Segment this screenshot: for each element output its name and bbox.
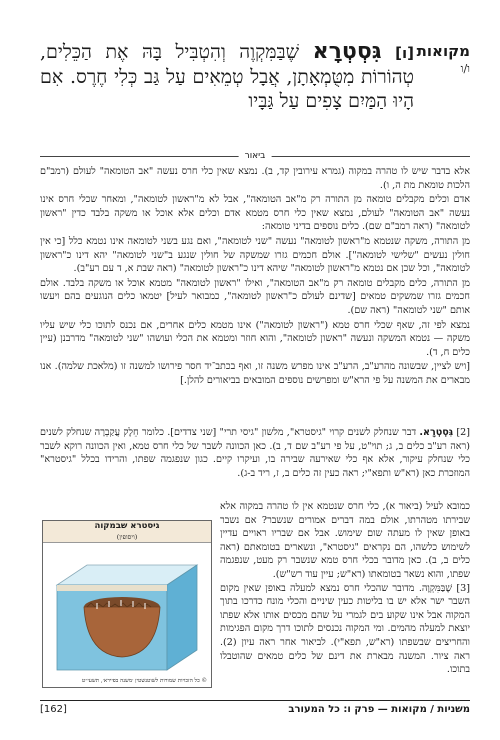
mishna-header — [40, 40, 470, 140]
illustration-credit: © כל הזכויות שמורות לשוטנשטין ׳משנה בפיירא׳, תשעי״ט — [81, 678, 207, 684]
illustration-title: גיסטרא שבמקוה — [94, 521, 160, 531]
illustration — [42, 520, 212, 688]
commentary-paragraph: כמובא לעיל (ביאור א), כלי חרס שנטמא אין לו טהרה במקוה אלא שבירתו מטהרתו, אולם במה דברים אמורים שנשבר? אם נשבר באופן שאין לו מעתה שום שימוש. אבל אם שבריו ראויים עדיין לשימוש כלשהו, הם נקראים "גיסטרא", ונשארים בטומאתם (ראה כלים ב, ב). כאן מדובר בכלי חרס טמא שנשבר רק מעט, שנפגמה שפתו, והוא נשאר בטומאתו (רא"ש; עיין עוד רש"ש). — [220, 501, 470, 580]
mishna-reference: ו/ו — [460, 62, 470, 75]
commentary-paragraph: מן התורה, כלים מקבלים טומאה רק מ"אב הטומאה", ואילו "ראשון לטומאה" מטמא אוכל או משקה בלבד. אולם חכמים גזרו שמשקים טמאים [שדינם לעולם כ"ראשון לטומאה", כמבואר לעיל] יטמאו כלים הנוגעים בהם ויעשו אותם "שני לטומאה" (ראה שם). — [40, 277, 470, 316]
commentary-paragraph: אדם וכלים מקבלים טומאה מן התורה רק מ"אב הטומאה", אבל לא מ"ראשון לטומאה", ומאחר שכלי חרס אינו נעשה "אב הטומאה" לעולם, נמצא שאין כלי חרס מטמא אדם וכלים אלא אוכל או משקה בלבד כדין "ראשון לטומאה" (ראה רמב"ם שם). כלים נוספים בדיני טומאה: — [40, 194, 470, 233]
mishna-body: שֶׁבַּמִּקְוֶה וְהִטְבִּיל בָּהּ אֶת הַכֵּלִים, טְהוֹרוֹת מִטֻּמְאָתָן, אֲבָל טְמֵאִים עַל גַּב כְּלִי חֶרֶס. אִם הָיוּ הַמַּיִם צָפִים עַל גַּבָּיו — [40, 41, 414, 112]
mishna-text — [40, 40, 414, 113]
commentary-paragraph: נמצא לפי זה, שאף שכלי חרס טמא ("ראשון לטומאה") אינו מטמא כלים אחרים, אם נכנס לתוכו כלי שיש עליו משקה — נטמא המשקה ונעשה "ראשון לטומאה", והוא חוזר ומטמא את הכלי ועושהו "שני לטומאה" מדרבנן (עיין כלים ח, ד). — [40, 319, 470, 358]
note-2 — [40, 426, 470, 480]
note-lead: גִּסְטְרָא. — [419, 427, 454, 438]
side-label — [416, 42, 470, 75]
running-header: משניות / מקואות — פרק ו: כל המעורב — [288, 704, 470, 715]
commentary-divider — [40, 150, 470, 162]
tractate-name: מקואות — [416, 42, 470, 60]
commentary-paragraph: [ויש לציין, שבשונה מהרע"ב, הרע"ב אינו מפרש משנה זו, ואף בכתב־יד חסר פירושו למשנה זו (מלאכת שלמה). אנו מבארים את המשנה על פי הרא"ש ומפרשים נוספים המובאים בביאורים להלן.] — [40, 361, 470, 386]
mishna-number: [ו] — [395, 44, 414, 62]
illustration-subtitle: (ויסופין) — [116, 533, 138, 541]
commentary-paragraph: מן התורה, משקה שנטמא מ"ראשון לטומאה" נעשה "שני לטומאה", ואם נגע בשני לטומאה אינו נטמא כלל [כי אין חולין נעשים "שלישי לטומאה"]. אולם חכמים גזרו שמשקה של חולין שנגע ב"שני לטומאה" יהא דינו כ"ראשון לטומאה", וכל שכן אם נטמא מ"ראשון לטומאה" שיהא דינו כ"ראשון לטומאה" (ראה שבת א, ד עם רע"ב). — [40, 235, 470, 275]
note-marker: [2] — [456, 427, 470, 438]
page-footer — [40, 700, 470, 716]
commentary-block — [40, 165, 470, 389]
commentary-paragraph: אלא בדבר שיש לו טהרה במקוה (גמרא עירובין קד, ב). נמצא שאין כלי חרס נעשה "אב הטומאה" לעולם (רמב"ם הלכות טומאת מת ה, ו). — [40, 166, 470, 191]
illustration-caption — [43, 521, 211, 543]
note-3: [3] שֶׁבַּמִּקְוֶה. מדובר שהכלי חרס נמצא למעלה באופן שאין מקום השבר ישר אלא יש בו בליטות כעין שיניים והכלי מונח כדרכו בתוך המקוה אבל אינו שקוע בים לגמרי על שהם מכסים אותו אלא שפתו יוצאת למעלה מהמים. ומי המקוה נכנסים לתוכו דרך מקום הפגימות והחריצים שבשפתו (רא"ש, תפא"י). לביאור אחר ראה עיון (2). ראה ציור. המשנה מבארת את דינם של כלים טמאים שהוטבלו בתוכו. — [220, 582, 470, 676]
pool-rim — [57, 585, 167, 591]
page-number: [162] — [40, 704, 67, 715]
divider-label: ביאור — [239, 150, 272, 162]
mishna-lead-word: גִּסְטְרָא — [312, 39, 382, 64]
mikveh-diagram — [47, 545, 207, 675]
note-body: דבר שנחלק לשנים קרוי "גיסטרא", מלשון "גיסי תרי" [שני צדדים]. כלומר חֵלֶק עֲקַבְרָה שנחלק לשנים (ראה רע"ב כלים ב, ג; תוי"ט, על פי רע"ב שם ד, ב). כאן הכוונה לשבר של כלי חרס טמא, ואין הכוונה רוקא לשבר כלי שנחלק עיקור, אלא אף כלי שאירעה שבירה בו, ועיקרו קיים. כגון שנפגמה שפתו, והרידו בכלל "גיסטרא" המוזכרת כאן (רא"ש ותפא"י; ראה כעין זה כלים ב, ז, ריד ב-ג). — [40, 427, 470, 479]
